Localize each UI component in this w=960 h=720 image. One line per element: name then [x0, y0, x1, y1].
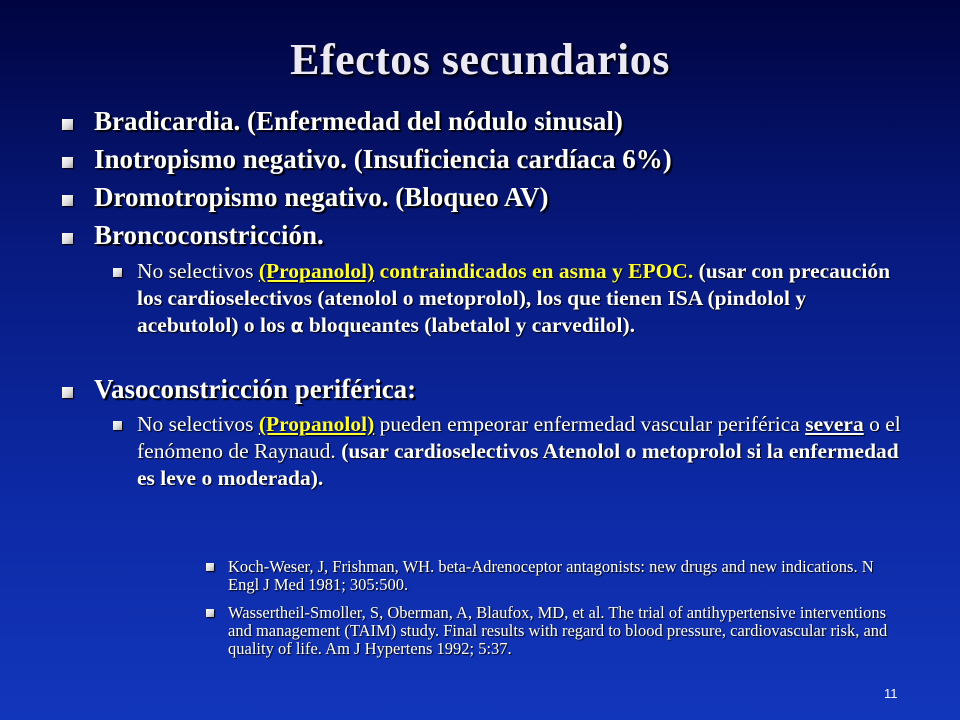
vaso-part-6: (usar cardioselectivos Atenolol o metoprolol si la enfermedad es leve o moderada). — [137, 439, 899, 490]
bullet-dromotropismo: Dromotropismo negativo. (Bloqueo AV) — [94, 182, 549, 212]
bullet-bradicardia: Bradicardia. (Enfermedad del nódulo sinusal) — [94, 106, 623, 136]
vaso-part-3: pueden empeorar enfermedad vascular periférica — [374, 412, 806, 436]
vaso-part-1: No selectivos — [137, 412, 259, 436]
vaso-part-5: o el fenómeno de Raynaud. — [137, 412, 901, 463]
sub-bullet-vaso-text — [137, 411, 907, 492]
bullet-broncoconstriccion: Broncoconstricción. — [94, 220, 324, 250]
sub-bullet-broncho-text — [137, 258, 907, 340]
reference-bullet-icon — [206, 609, 214, 617]
bullet-square-icon — [62, 387, 73, 398]
vaso-severa: severa — [805, 412, 864, 436]
reference-1: Koch-Weser, J, Frishman, WH. beta-Adrenoceptor antagonists: new drugs and new indications. N Engl J Med 1981; 305:500. — [228, 557, 874, 594]
slide-title: Efectos secundarios — [290, 35, 670, 84]
reference-2: Wassertheil-Smoller, S, Oberman, A, Blaufox, MD, et al. The trial of antihypertensive interventions and management (TAIM) study. Final results with regard to blood pressure, cardiovascular risk, and quality of life. Am J Hypertens 1992; 5:37. — [228, 603, 888, 658]
bullet-square-icon — [62, 195, 73, 206]
broncho-contraindication: contraindicados en asma y EPOC. — [374, 259, 694, 283]
bullet-square-icon — [62, 233, 73, 244]
reference-bullet-icon — [206, 563, 214, 571]
propanolol-link-2: (Propanolol) — [258, 412, 375, 436]
sub-bullet-square-icon — [113, 421, 122, 430]
broncho-part-1: No selectivos — [137, 259, 259, 283]
sub-bullet-square-icon — [113, 268, 122, 277]
bullet-vasoconstriccion: Vasoconstricción periférica: — [94, 374, 417, 404]
bullet-inotropismo: Inotropismo negativo. (Insuficiencia cardíaca 6%) — [94, 144, 672, 174]
bullet-square-icon — [62, 119, 73, 130]
alpha-symbol: α — [290, 315, 304, 337]
broncho-part-6: bloqueantes (labetalol y carvedilol). — [303, 313, 635, 337]
propanolol-link-1: (Propanolol) — [258, 259, 375, 283]
broncho-part-4: (usar con precaución los cardioselectivos (atenolol o metoprolol), los que tienen ISA (pindolol y acebutolol) o los — [137, 259, 891, 337]
bullet-square-icon — [62, 157, 73, 168]
page-number: 11 — [884, 686, 898, 701]
